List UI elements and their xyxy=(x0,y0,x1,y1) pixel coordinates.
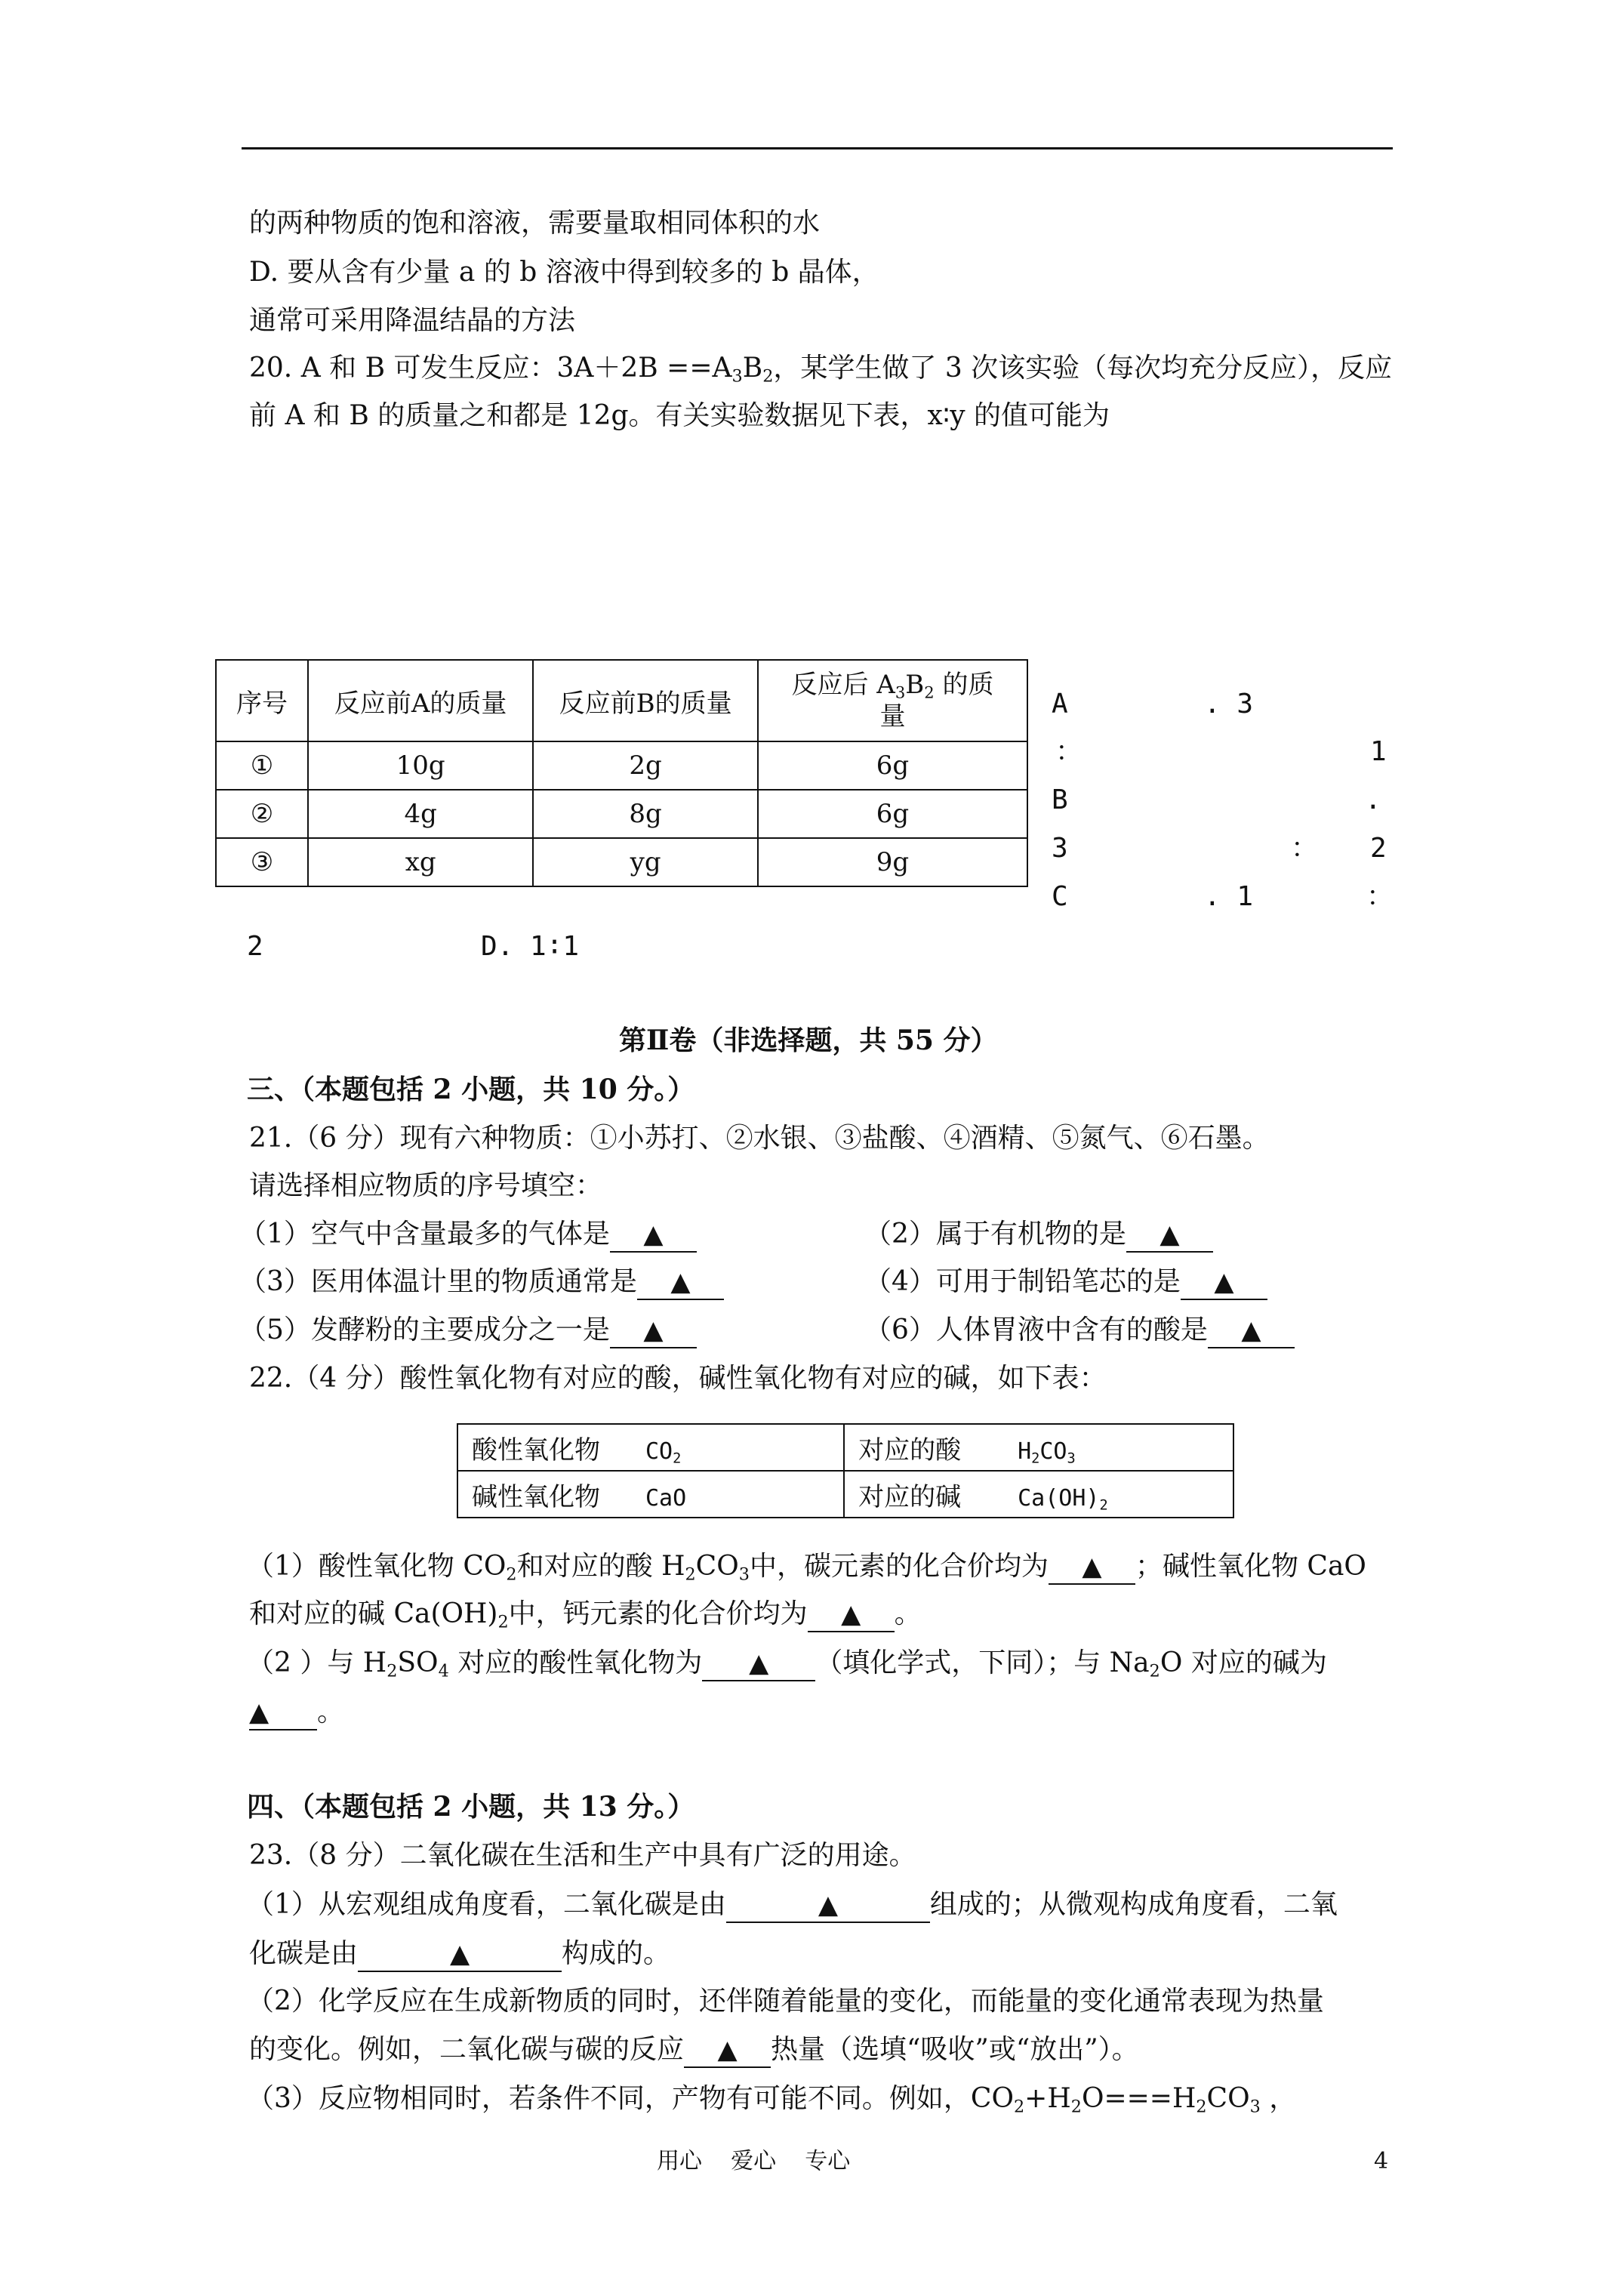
question-21-stem: 21.（6 分）现有六种物质：①小苏打、②水银、③盐酸、④酒精、⑤氮气、⑥石墨。 xyxy=(249,1123,1270,1154)
table-cell: 4g xyxy=(308,790,533,838)
cell-label: 碱性氧化物 xyxy=(472,1481,600,1512)
table-cell xyxy=(844,1471,1233,1518)
question-23-part-3 xyxy=(247,2083,1297,2117)
question-23-part-2: （2）化学反应在生成新物质的同时，还伴随着能量的变化，而能量的变化通常表现为热量 xyxy=(247,1986,1324,2017)
text: （2 ）与 H xyxy=(247,1647,387,1678)
experiment-table xyxy=(215,659,1028,887)
header-text: 反应后 A xyxy=(791,669,895,700)
text: SO xyxy=(397,1647,439,1678)
option-c-colon: ： xyxy=(1366,881,1394,912)
page-number: 4 xyxy=(1374,2148,1389,2174)
subscript: 2 xyxy=(1070,2097,1082,2117)
question-21-item xyxy=(239,1314,697,1348)
option-c-label: C xyxy=(1052,881,1068,912)
text: 和对应的酸 H xyxy=(516,1551,685,1582)
text: （3）反应物相同时，若条件不同，产物有可能不同。例如，CO xyxy=(247,2083,1014,2114)
answer-blank[interactable] xyxy=(1208,1317,1295,1348)
cell-formula xyxy=(1018,1438,1076,1465)
option-b-text: 3 xyxy=(1052,833,1068,864)
subscript: 3 xyxy=(1067,1450,1076,1467)
table-cell: xg xyxy=(308,838,533,886)
table-header: 序号 xyxy=(216,660,308,741)
subscript: 3 xyxy=(1249,2097,1261,2117)
cell-formula xyxy=(1018,1485,1108,1512)
text: +H xyxy=(1024,2083,1071,2114)
header-rule xyxy=(242,147,1393,149)
text: 中，钙元素的化合价均为 xyxy=(508,1598,808,1629)
text: CO xyxy=(695,1551,739,1582)
formula-text: CO xyxy=(645,1438,673,1465)
text: 组成的；从微观构成角度看，二氧 xyxy=(929,1889,1338,1920)
table-header xyxy=(758,660,1027,741)
question-20-line-1 xyxy=(249,353,1393,387)
item-text: （2）属于有机物的是 xyxy=(864,1219,1126,1250)
question-23-part-1 xyxy=(247,1891,1338,1923)
question-21-item xyxy=(864,1314,1295,1348)
header-text: 量 xyxy=(879,701,906,732)
question-22-part-1-cont xyxy=(249,1598,922,1632)
question-21-item xyxy=(864,1221,1213,1253)
triangle-icon: ▲ xyxy=(1082,1552,1102,1582)
option-b-text: . xyxy=(1365,784,1381,815)
triangle-icon: ▲ xyxy=(643,1219,664,1250)
table-row xyxy=(457,1424,1233,1471)
question-20-line-2: 前 A 和 B 的质量之和都是 12g。有关实验数据见下表，x∶y 的值可能为 xyxy=(249,400,1110,431)
table-cell: ① xyxy=(216,741,308,790)
answer-blank[interactable] xyxy=(808,1601,895,1632)
header-text: B xyxy=(905,669,925,700)
option-a-text: . 3 xyxy=(1204,689,1254,720)
subscript: 3 xyxy=(731,366,743,387)
option-d-text: D. 1∶1 xyxy=(481,931,580,962)
item-text: （5）发酵粉的主要成分之一是 xyxy=(239,1314,610,1345)
table-row xyxy=(457,1471,1233,1518)
question-23-part-2-cont xyxy=(249,2036,1139,2068)
table-cell: yg xyxy=(533,838,758,886)
formula-text: H xyxy=(1018,1438,1032,1465)
subscript: 3 xyxy=(895,682,906,701)
subscript: 2 xyxy=(1196,2097,1207,2117)
option-c-text: . 1 xyxy=(1204,881,1254,912)
table-cell: 2g xyxy=(533,741,758,790)
option-a-text: 1 xyxy=(1370,736,1387,767)
question-21-item xyxy=(239,1221,697,1253)
table-row xyxy=(216,741,1027,790)
subscript: 2 xyxy=(762,366,774,387)
text: 。 xyxy=(894,1598,922,1629)
q20-text-b: B xyxy=(742,353,763,384)
table-header: 反应前B的质量 xyxy=(533,660,758,741)
subscript: 2 xyxy=(1031,1450,1040,1467)
question-22-part-2 xyxy=(247,1647,1327,1681)
oxide-table xyxy=(457,1423,1234,1518)
text: 对应的酸性氧化物为 xyxy=(448,1647,703,1678)
question-23-stem: 23.（8 分）二氧化碳在生活和生产中具有广泛的用途。 xyxy=(249,1840,916,1871)
option-b-label: B xyxy=(1052,784,1068,815)
table-cell xyxy=(844,1424,1233,1471)
text: 的变化。例如，二氧化碳与碳的反应 xyxy=(249,2034,685,2065)
item-text: （4）可用于制铅笔芯的是 xyxy=(864,1266,1181,1297)
text: 。 xyxy=(317,1697,345,1727)
text: 化碳是由 xyxy=(249,1938,359,1969)
answer-blank[interactable] xyxy=(702,1650,815,1681)
question-21-item xyxy=(864,1268,1267,1300)
cell-formula: CaO xyxy=(645,1484,687,1512)
cell-formula xyxy=(645,1438,681,1465)
table-header: 反应前A的质量 xyxy=(308,660,533,741)
subscript: 2 xyxy=(924,682,935,701)
q20-text-post: ，某学生做了 3 次该实验（每次均充分反应），反应 xyxy=(773,353,1393,384)
question-22-stem: 22.（4 分）酸性氧化物有对应的酸，碱性氧化物有对应的碱，如下表： xyxy=(249,1363,1107,1394)
triangle-icon: ▲ xyxy=(1241,1315,1261,1345)
answer-blank[interactable] xyxy=(249,1699,317,1730)
subscript: 2 xyxy=(506,1564,517,1585)
subscript: 2 xyxy=(497,1612,509,1632)
text: O===H xyxy=(1081,2083,1196,2114)
table-cell: 6g xyxy=(758,741,1027,790)
q20-text-pre: 20. A 和 B 可发生反应：3A＋2B ==A xyxy=(249,353,732,384)
cell-label: 对应的碱 xyxy=(858,1481,962,1512)
table-row xyxy=(216,838,1027,886)
option-a-colon: ： xyxy=(1055,736,1083,767)
section-title: 第Ⅱ卷（非选择题，共 55 分） xyxy=(619,1025,998,1056)
question-21-item xyxy=(239,1268,724,1300)
text: 构成的。 xyxy=(562,1938,671,1969)
item-text: （6）人体胃液中含有的酸是 xyxy=(864,1314,1208,1345)
subscript: 2 xyxy=(387,1661,398,1681)
section-heading: 三、（本题包括 2 小题，共 10 分。） xyxy=(247,1074,695,1105)
table-cell: ② xyxy=(216,790,308,838)
subscript: 2 xyxy=(1013,2097,1025,2117)
text: CO xyxy=(1206,2083,1250,2114)
text: 和对应的碱 Ca(OH) xyxy=(249,1598,498,1629)
table-cell: 10g xyxy=(308,741,533,790)
item-text: （3）医用体温计里的物质通常是 xyxy=(239,1266,637,1297)
text-line-3: 通常可采用降温结晶的方法 xyxy=(249,305,576,336)
table-cell xyxy=(457,1471,844,1518)
triangle-icon: ▲ xyxy=(841,1599,861,1629)
subscript: 2 xyxy=(685,1564,696,1585)
text: 中，碳元素的化合价均为 xyxy=(749,1551,1049,1582)
text: 热量（选填“吸收”或“放出”）。 xyxy=(771,2034,1139,2065)
triangle-icon: ▲ xyxy=(670,1267,691,1297)
option-d-line: D. 要从含有少量 a 的 b 溶液中得到较多的 b 晶体， xyxy=(249,257,879,288)
subscript: 2 xyxy=(673,1450,682,1467)
answer-blank[interactable] xyxy=(637,1268,724,1300)
triangle-icon: ▲ xyxy=(1160,1219,1180,1250)
formula-text: Ca(OH) xyxy=(1018,1484,1100,1512)
answer-blank[interactable] xyxy=(610,1221,697,1253)
triangle-icon: ▲ xyxy=(449,1939,470,1969)
subscript: 3 xyxy=(738,1564,750,1585)
subscript: 2 xyxy=(1099,1497,1108,1514)
answer-blank[interactable] xyxy=(684,2036,771,2068)
text: ， xyxy=(1260,2083,1297,2114)
item-text: （1）空气中含量最多的气体是 xyxy=(239,1219,610,1250)
option-b-colon: ： xyxy=(1291,833,1319,864)
question-23-part-1-cont xyxy=(249,1940,670,1972)
option-a-label: A xyxy=(1052,689,1068,720)
answer-blank[interactable] xyxy=(726,1891,930,1923)
cell-label: 酸性氧化物 xyxy=(472,1435,600,1465)
section-heading: 四、（本题包括 2 小题，共 13 分。） xyxy=(247,1791,695,1823)
table-cell: 6g xyxy=(758,790,1027,838)
triangle-icon: ▲ xyxy=(643,1315,664,1345)
answer-blank[interactable] xyxy=(1126,1221,1213,1253)
subscript: 2 xyxy=(1149,1661,1160,1681)
table-cell: 9g xyxy=(758,838,1027,886)
option-c-text: 2 xyxy=(247,931,263,962)
text: O 对应的碱为 xyxy=(1160,1647,1327,1678)
subscript: 4 xyxy=(438,1661,449,1681)
triangle-icon: ▲ xyxy=(818,1890,838,1920)
text-line-1: 的两种物质的饱和溶液，需要量取相同体积的水 xyxy=(249,208,821,239)
triangle-icon: ▲ xyxy=(1214,1267,1234,1297)
table-row xyxy=(216,790,1027,838)
question-22-part-2-cont xyxy=(249,1699,344,1730)
answer-blank[interactable] xyxy=(1049,1553,1135,1585)
answer-blank[interactable] xyxy=(358,1940,562,1972)
answer-blank[interactable] xyxy=(610,1317,697,1348)
text: （1）从宏观组成角度看，二氧化碳是由 xyxy=(247,1889,726,1920)
text: ；碱性氧化物 CaO xyxy=(1135,1551,1366,1582)
text: （1）酸性氧化物 CO xyxy=(247,1551,507,1582)
table-cell: 8g xyxy=(533,790,758,838)
question-21-instruction: 请选择相应物质的序号填空： xyxy=(249,1170,603,1201)
answer-blank[interactable] xyxy=(1181,1268,1267,1300)
cell-label: 对应的酸 xyxy=(858,1435,962,1465)
text: （填化学式，下同）；与 Na xyxy=(815,1647,1150,1678)
table-cell: ③ xyxy=(216,838,308,886)
triangle-icon: ▲ xyxy=(717,2035,738,2065)
triangle-icon: ▲ xyxy=(749,1648,769,1678)
table-cell xyxy=(457,1424,844,1471)
header-text: 的质 xyxy=(934,669,994,700)
footer-text: 用心 爱心 专心 xyxy=(657,2148,851,2174)
formula-text: CO xyxy=(1039,1438,1067,1465)
triangle-icon: ▲ xyxy=(249,1697,269,1727)
question-22-part-1 xyxy=(247,1553,1366,1585)
option-b-text: 2 xyxy=(1370,833,1387,864)
